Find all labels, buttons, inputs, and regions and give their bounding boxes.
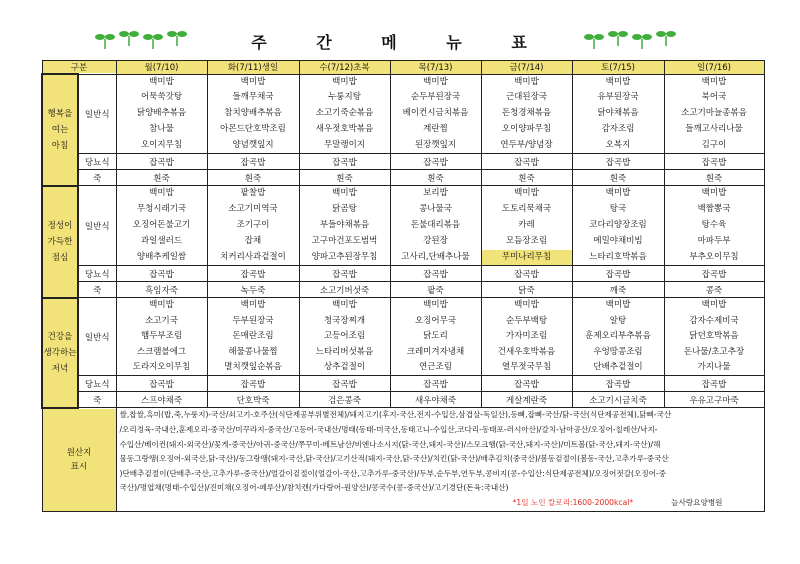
lunch-porridge-row [42, 282, 764, 298]
dish-item: 카레 [518, 220, 535, 231]
dish-item: 누룽지탕 [328, 92, 361, 103]
dish-cell [390, 298, 481, 376]
dish-item: 어묵쑥갓탕 [140, 92, 183, 103]
porridge-cell: 흰죽 [207, 170, 299, 186]
dish-item: 오징어무국 [414, 315, 457, 326]
dish-cell [572, 74, 664, 154]
footer-row [120, 496, 761, 511]
breakfast-diabetic-row [42, 154, 764, 170]
dish-item: 백미밥 [605, 76, 631, 87]
porridge-cell: 콩죽 [664, 282, 764, 298]
porridge-cell: 소고기버섯죽 [299, 282, 390, 298]
dish-item: 팥찰밥 [240, 188, 266, 199]
dish-item: 양파고추된장무침 [311, 251, 378, 262]
dish-item: 닭던호박볶음 [689, 331, 739, 342]
day-header: 목(7/13) [390, 61, 481, 75]
lunch-section-label: 정성이 가득한 점심 [42, 186, 78, 298]
porridge-cell: 닭죽 [481, 282, 572, 298]
diabetic-cell: 잡곡밥 [481, 154, 572, 170]
dinner-regular-row [42, 298, 764, 376]
dish-item: 두부된장국 [232, 315, 274, 326]
dish-item: 새우젓호박볶음 [315, 123, 374, 134]
dish-cell [299, 186, 390, 266]
dish-item: 조기구이 [236, 220, 270, 231]
day-header: 금(7/14) [481, 61, 572, 75]
sprout-icon [584, 34, 604, 49]
dish-cell [116, 186, 207, 266]
diabetic-cell: 잡곡밥 [572, 266, 664, 282]
weekly-menu-table [41, 60, 765, 512]
origin-line: 국산)/명엽채(명태-수입산)/진미채(오징어-페루산)/참치캔(가다랑어-원양산)/콩국수(콩-중국산)/고기경단(돈육:국내산) [119, 483, 509, 493]
day-header: 토(7/15) [572, 61, 664, 75]
porridge-cell: 소고기시금치죽 [572, 392, 664, 408]
dish-item: 백미밥 [514, 188, 539, 199]
breakfast-porridge-row [42, 170, 764, 186]
dish-item: 된장깻잎지 [414, 139, 457, 150]
origin-line: /오리정육-국내산,훈제오리-중국산/미꾸라지-중국산/고등어-국내산/명태(동태-미국산,동태고니-수입산,코다리-동태포-러시아산)/갈치-남아공산/오징어-칠레산/낙지- [119, 425, 658, 435]
calorie-note: *1일 노인 칼로리:1600-2000kcal* [512, 497, 634, 507]
porridge-cell: 흰죽 [390, 170, 481, 186]
diabetic-cell: 잡곡밥 [572, 376, 664, 392]
dish-item: 돈매란조림 [232, 331, 274, 342]
dish-cell [207, 298, 299, 376]
diabetic-cell: 잡곡밥 [207, 376, 299, 392]
dish-cell [664, 298, 764, 376]
diabetic-cell: 잡곡밥 [664, 154, 764, 170]
dish-cell [390, 186, 481, 266]
porridge-cell: 팥죽 [390, 282, 481, 298]
dish-item: 오이지무침 [140, 139, 183, 150]
dish-cell [116, 74, 207, 154]
porridge-cell: 흰죽 [299, 170, 390, 186]
diabetic-cell: 잡곡밥 [299, 376, 390, 392]
diabetic-cell: 잡곡밥 [299, 154, 390, 170]
dish-item: 닭도리 [423, 331, 448, 342]
porridge-cell: 우유고구마죽 [664, 392, 764, 408]
dish-item: 훈제오리부추볶음 [585, 331, 651, 342]
diabetic-cell: 잡곡밥 [390, 266, 481, 282]
dish-item: 백미밥 [240, 300, 266, 311]
dish-item: 상추겉절이 [323, 362, 366, 373]
porridge-cell: 흰죽 [481, 170, 572, 186]
breakfast-regular-row [42, 74, 764, 154]
diabetic-cell: 잡곡밥 [390, 154, 481, 170]
dish-item: 백미밥 [605, 300, 631, 311]
dish-item: 백미밥 [701, 76, 727, 87]
dish-item: 백미밥 [514, 300, 539, 311]
diabetic-cell: 잡곡밥 [116, 376, 207, 392]
dish-item: 단배추겉절이 [593, 362, 643, 373]
sprout-icon [608, 31, 628, 46]
header-row [42, 61, 764, 75]
porridge-cell: 흑임자죽 [116, 282, 207, 298]
category-diabetic: 당뇨식 [78, 376, 116, 392]
header-corner: 구분 [42, 61, 116, 75]
dish-item: 양념깻잎지 [232, 139, 274, 150]
category-regular: 일반식 [78, 74, 116, 154]
diabetic-cell: 잡곡밥 [481, 266, 572, 282]
dish-item: 백미밥 [423, 300, 448, 311]
dish-cell [390, 74, 481, 154]
diabetic-cell: 잡곡밥 [116, 154, 207, 170]
dish-cell [572, 186, 664, 266]
page-title: 주 간 메 뉴 표 [251, 33, 549, 52]
dish-item: 크레미겨자냉채 [406, 346, 465, 357]
diabetic-cell: 잡곡밥 [207, 266, 299, 282]
porridge-cell: 단호박죽 [207, 392, 299, 408]
origin-label: 원산지 표시 [42, 408, 116, 511]
dish-item: 오이양파무침 [501, 123, 552, 134]
porridge-cell: 녹두죽 [207, 282, 299, 298]
category-diabetic: 당뇨식 [78, 266, 116, 282]
dish-item: 도라지오이무침 [132, 362, 191, 373]
dish-item: 백미밥 [332, 76, 357, 87]
sprout-icon [95, 34, 115, 49]
dish-item: 백미밥 [514, 76, 539, 87]
porridge-cell: 스프야채죽 [116, 392, 207, 408]
day-header: 화(7/11)생일 [207, 61, 299, 75]
dish-item: 소고기국 [145, 315, 178, 326]
dish-item: 무말랭이지 [323, 139, 366, 150]
dish-item: 느타리버섯볶음 [315, 346, 374, 357]
porridge-cell: 흰죽 [116, 170, 207, 186]
porridge-cell: 검은콩죽 [299, 392, 390, 408]
dish-cell [299, 298, 390, 376]
dish-item: 감자조림 [601, 123, 635, 134]
dish-item: 참치양배추볶음 [224, 108, 282, 119]
dish-cell [481, 74, 572, 154]
dish-item: 고사리,단배추나물 [401, 251, 470, 262]
dish-item: 고등어조림 [323, 331, 366, 342]
dish-item: 백미밥 [423, 76, 448, 87]
dish-item: 고구마건포도범벅 [311, 235, 378, 246]
dish-item: 오복지 [605, 139, 631, 150]
dish-item: 소고기미역국 [228, 204, 278, 215]
diabetic-cell: 잡곡밥 [664, 376, 764, 392]
dish-item: 마파두부 [697, 235, 731, 246]
dish-item: 감자수제비국 [689, 315, 739, 326]
dinner-section-label: 건강을 생각하는 저녁 [42, 298, 78, 408]
dish-item: 돈불대리볶음 [410, 220, 461, 231]
dish-item: 백미밥 [149, 300, 174, 311]
origin-line: 수입산/베이컨(돼지-외국산)/꽃게-중국산/아귀-중국산/쭈꾸미-베트남산/비엔나소시지(닭-국산,돼지-국산)/스모크햄(닭-국산,돼지-국산)/미트볼(닭-국산,돼지-국산)/해 [119, 439, 661, 449]
diabetic-cell: 잡곡밥 [207, 154, 299, 170]
dish-item: 탕수육 [701, 220, 727, 231]
category-porridge: 죽 [78, 282, 116, 298]
dish-item: 알탕 [609, 315, 627, 326]
dish-item: 소고기마늘종볶음 [681, 108, 747, 119]
dish-item: 아몬드단호박조림 [220, 123, 286, 134]
dish-item: 닭곰탕 [332, 204, 357, 215]
day-header: 일(7/16) [664, 61, 764, 75]
dish-item: 무청시래기국 [136, 204, 187, 215]
origin-line: )단배추겉절이(단배추-국산,고추가루-중국산)/얼갈이겉절이(얼갈이-국산,고추가루-중국산)/두부,순두부,연두부,콩비지(콩-수입산:식단제공전체)/오징어젓갈(오징어-중 [119, 468, 667, 478]
dish-cell [299, 74, 390, 154]
dish-item: 연두부/양념장 [500, 139, 553, 150]
dish-cell [481, 298, 572, 376]
sprout-icon [656, 31, 676, 46]
dish-item: 가자미조림 [505, 331, 548, 342]
dish-item: 콩나물국 [419, 204, 452, 215]
hospital-name: 늘사랑요양병원 [671, 497, 723, 507]
porridge-cell: 흰죽 [572, 170, 664, 186]
dish-item: 잡채 [244, 235, 262, 246]
dish-item: 백미밥 [149, 188, 174, 199]
diabetic-cell: 잡곡밥 [299, 266, 390, 282]
dish-item: 돈청경채볶음 [501, 108, 552, 119]
dish-item: 우엉땅콩조림 [593, 346, 643, 357]
dish-item: 모듬장조림 [505, 235, 548, 246]
dish-item: 부들야채볶음 [319, 220, 370, 231]
dish-item: 치커리사과겉절이 [220, 251, 286, 262]
dish-item: 열무젓국무침 [501, 362, 552, 373]
dish-item: 오징어돈불고기 [132, 220, 191, 231]
dish-item: 유부된장국 [597, 92, 639, 103]
porridge-cell: 게살계란죽 [481, 392, 572, 408]
category-diabetic: 당뇨식 [78, 154, 116, 170]
dish-item: 햄두부조림 [140, 331, 183, 342]
dish-item: 느타리호박볶음 [589, 251, 647, 262]
dish-item: 강된장 [423, 235, 448, 246]
category-regular: 일반식 [78, 186, 116, 266]
day-header: 월(7/10) [116, 61, 207, 75]
dish-item: 탕국 [609, 204, 627, 215]
dish-item: 도토리묵채국 [501, 204, 552, 215]
dish-item: 백미밥 [701, 300, 727, 311]
dish-item: 백미밥 [332, 188, 357, 199]
dinner-diabetic-row [42, 376, 764, 392]
dish-item: 백미밥 [240, 76, 266, 87]
dish-item: 순두부백탕 [505, 315, 548, 326]
porridge-cell: 흰죽 [664, 170, 764, 186]
dish-item: 돈나물/초고추장 [683, 346, 745, 357]
dish-cell [664, 186, 764, 266]
dish-item: 보리밥 [423, 188, 448, 199]
dinner-porridge-row [42, 392, 764, 408]
dish-item: 백미밥 [149, 76, 174, 87]
dish-item: 부추오이무침 [689, 251, 739, 262]
dish-item: 양배추케일쌈 [136, 251, 187, 262]
dish-item: 백미밥 [605, 188, 631, 199]
lunch-regular-row [42, 186, 764, 266]
dish-item: 가지나물 [697, 362, 731, 373]
diabetic-cell: 잡곡밥 [116, 266, 207, 282]
dish-item: 연근조림 [419, 362, 452, 373]
dish-item: 근대된장국 [505, 92, 548, 103]
origin-text [116, 408, 764, 511]
dish-item: 스크램블에그 [136, 346, 187, 357]
dish-item: 참나물 [149, 123, 174, 134]
dish-item: 순두부된장국 [410, 92, 461, 103]
day-header: 수(7/12)초복 [299, 61, 390, 75]
breakfast-section-label: 행복을 여는 아침 [42, 74, 78, 186]
dish-item: 들깨고사리나물 [685, 123, 743, 134]
sprout-icon [632, 34, 652, 49]
dish-item: 멸치깻잎순볶음 [224, 362, 282, 373]
dish-item: 해물콩나물찜 [228, 346, 278, 357]
porridge-cell: 깨죽 [572, 282, 664, 298]
category-regular: 일반식 [78, 298, 116, 376]
dish-cell [207, 74, 299, 154]
origin-line: 쌀,찹쌀,흑미(밥,죽,누룽지)-국산/쇠고기-호주산(식단제공부위별전체)/돼지고기(후지-국산,전지-수입산,삼겹살-독일산),등뼈,잡뼈-국산/닭-국산(식단제공전체),닭뼈-국산 [119, 410, 672, 420]
dish-item: 메밀야채비빔 [593, 235, 643, 246]
origin-row [42, 408, 764, 511]
diabetic-cell: 잡곡밥 [481, 376, 572, 392]
dish-item: 백짬뽕국 [697, 204, 731, 215]
dish-cell [664, 74, 764, 154]
dish-item: 백미밥 [701, 188, 727, 199]
dish-item: 김구이 [701, 139, 727, 150]
dish-item: 과일샐러드 [140, 235, 183, 246]
sprout-decoration-right [584, 28, 704, 52]
diabetic-cell: 잡곡밥 [572, 154, 664, 170]
sprout-icon [119, 31, 139, 46]
dish-item: 건새우호박볶음 [497, 346, 556, 357]
dish-item: 코다리양장조림 [589, 220, 647, 231]
dish-item: 소고기죽순볶음 [315, 108, 374, 119]
dish-item: 무미나리무침 [482, 250, 572, 266]
sprout-icon [143, 34, 163, 49]
dish-cell [572, 298, 664, 376]
porridge-cell: 새우야채죽 [390, 392, 481, 408]
category-porridge: 죽 [78, 170, 116, 186]
diabetic-cell: 잡곡밥 [664, 266, 764, 282]
dish-item: 북어국 [701, 92, 727, 103]
dish-item: 들깨무채국 [232, 92, 274, 103]
diabetic-cell: 잡곡밥 [390, 376, 481, 392]
dish-cell [116, 298, 207, 376]
origin-line: 물동그랑땡(오징어-외국산,닭-국산)/동그랑땡(돼지-국산,닭-국산)/고기산적(돼지-국산,닭-국산)/치킨(닭-국산)/배추김치(중국산)/봄동겉절이(봄동-국산,고추가루-중국산 [119, 454, 669, 464]
dish-item: 베이컨시금치볶음 [402, 108, 469, 119]
dish-item: 계란찜 [423, 123, 448, 134]
dish-item: 청국장찌개 [323, 315, 366, 326]
dish-item: 닭양배추볶음 [136, 108, 187, 119]
dish-item: 백미밥 [332, 300, 357, 311]
dish-cell [207, 186, 299, 266]
dish-item: 닭야채볶음 [597, 108, 639, 119]
lunch-diabetic-row [42, 266, 764, 282]
sprout-icon [167, 31, 187, 46]
sprout-decoration-left [95, 28, 215, 52]
dish-cell [481, 186, 572, 266]
category-porridge: 죽 [78, 392, 116, 408]
